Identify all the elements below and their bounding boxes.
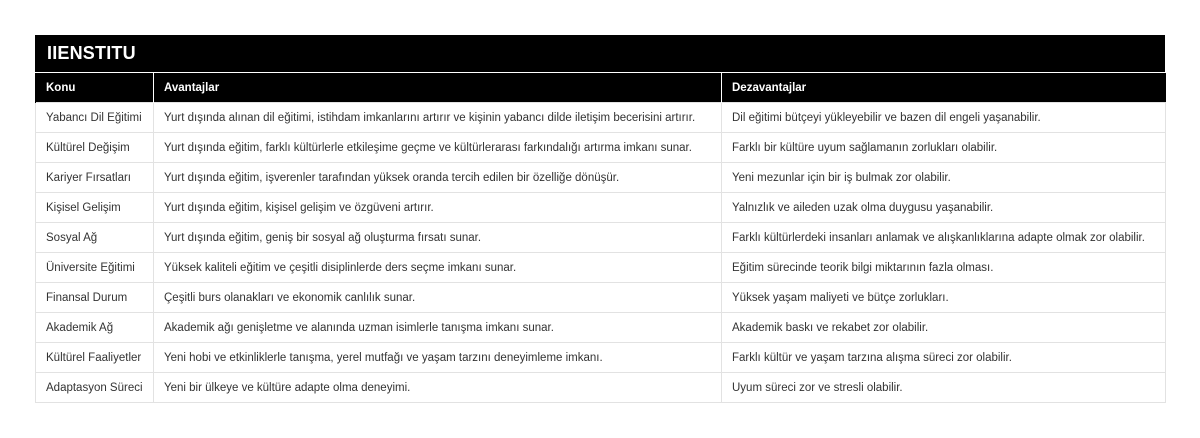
cell-dezavantajlar: Yeni mezunlar için bir iş bulmak zor olabilir.	[722, 163, 1166, 193]
cell-avantajlar: Yurt dışında eğitim, kişisel gelişim ve özgüveni artırır.	[154, 193, 722, 223]
cell-avantajlar: Yurt dışında eğitim, işverenler tarafından yüksek oranda tercih edilen bir özelliğe dönüşür.	[154, 163, 722, 193]
cell-konu: Sosyal Ağ	[36, 223, 154, 253]
cell-konu: Kariyer Fırsatları	[36, 163, 154, 193]
cell-konu: Kültürel Faaliyetler	[36, 343, 154, 373]
comparison-table	[35, 72, 1166, 403]
cell-konu: Kültürel Değişim	[36, 133, 154, 163]
column-header-konu: Konu	[36, 73, 154, 103]
cell-avantajlar: Yurt dışında alınan dil eğitimi, istihdam imkanlarını artırır ve kişinin yabancı dilde iletişim becerisini artırır.	[154, 103, 722, 133]
comparison-table-container	[35, 35, 1165, 403]
cell-avantajlar: Yeni hobi ve etkinliklerle tanışma, yerel mutfağı ve yaşam tarzını deneyimleme imkanı.	[154, 343, 722, 373]
cell-dezavantajlar: Farklı bir kültüre uyum sağlamanın zorlukları olabilir.	[722, 133, 1166, 163]
cell-dezavantajlar: Farklı kültürlerdeki insanları anlamak ve alışkanlıklarına adapte olmak zor olabilir.	[722, 223, 1166, 253]
cell-avantajlar: Yüksek kaliteli eğitim ve çeşitli disiplinlerde ders seçme imkanı sunar.	[154, 253, 722, 283]
table-row	[36, 283, 1166, 313]
table-row	[36, 253, 1166, 283]
cell-dezavantajlar: Uyum süreci zor ve stresli olabilir.	[722, 373, 1166, 403]
cell-dezavantajlar: Dil eğitimi bütçeyi yükleyebilir ve bazen dil engeli yaşanabilir.	[722, 103, 1166, 133]
cell-konu: Yabancı Dil Eğitimi	[36, 103, 154, 133]
cell-konu: Kişisel Gelişim	[36, 193, 154, 223]
cell-avantajlar: Akademik ağı genişletme ve alanında uzman isimlerle tanışma imkanı sunar.	[154, 313, 722, 343]
cell-konu: Adaptasyon Süreci	[36, 373, 154, 403]
table-row	[36, 103, 1166, 133]
cell-konu: Finansal Durum	[36, 283, 154, 313]
table-row	[36, 193, 1166, 223]
cell-avantajlar: Yurt dışında eğitim, geniş bir sosyal ağ oluşturma fırsatı sunar.	[154, 223, 722, 253]
table-row	[36, 133, 1166, 163]
cell-dezavantajlar: Yalnızlık ve aileden uzak olma duygusu yaşanabilir.	[722, 193, 1166, 223]
table-header-row	[36, 73, 1166, 103]
table-row	[36, 223, 1166, 253]
brand-title: IIENSTITU	[35, 35, 1165, 72]
table-row	[36, 343, 1166, 373]
column-header-dezavantajlar: Dezavantajlar	[722, 73, 1166, 103]
cell-konu: Üniversite Eğitimi	[36, 253, 154, 283]
cell-avantajlar: Yeni bir ülkeye ve kültüre adapte olma deneyimi.	[154, 373, 722, 403]
table-row	[36, 373, 1166, 403]
cell-dezavantajlar: Eğitim sürecinde teorik bilgi miktarının fazla olması.	[722, 253, 1166, 283]
cell-konu: Akademik Ağ	[36, 313, 154, 343]
cell-dezavantajlar: Yüksek yaşam maliyeti ve bütçe zorlukları.	[722, 283, 1166, 313]
cell-avantajlar: Yurt dışında eğitim, farklı kültürlerle etkileşime geçme ve kültürlerarası farkındalığı artırma imkanı sunar.	[154, 133, 722, 163]
cell-dezavantajlar: Farklı kültür ve yaşam tarzına alışma süreci zor olabilir.	[722, 343, 1166, 373]
table-row	[36, 163, 1166, 193]
cell-dezavantajlar: Akademik baskı ve rekabet zor olabilir.	[722, 313, 1166, 343]
column-header-avantajlar: Avantajlar	[154, 73, 722, 103]
table-row	[36, 313, 1166, 343]
cell-avantajlar: Çeşitli burs olanakları ve ekonomik canlılık sunar.	[154, 283, 722, 313]
